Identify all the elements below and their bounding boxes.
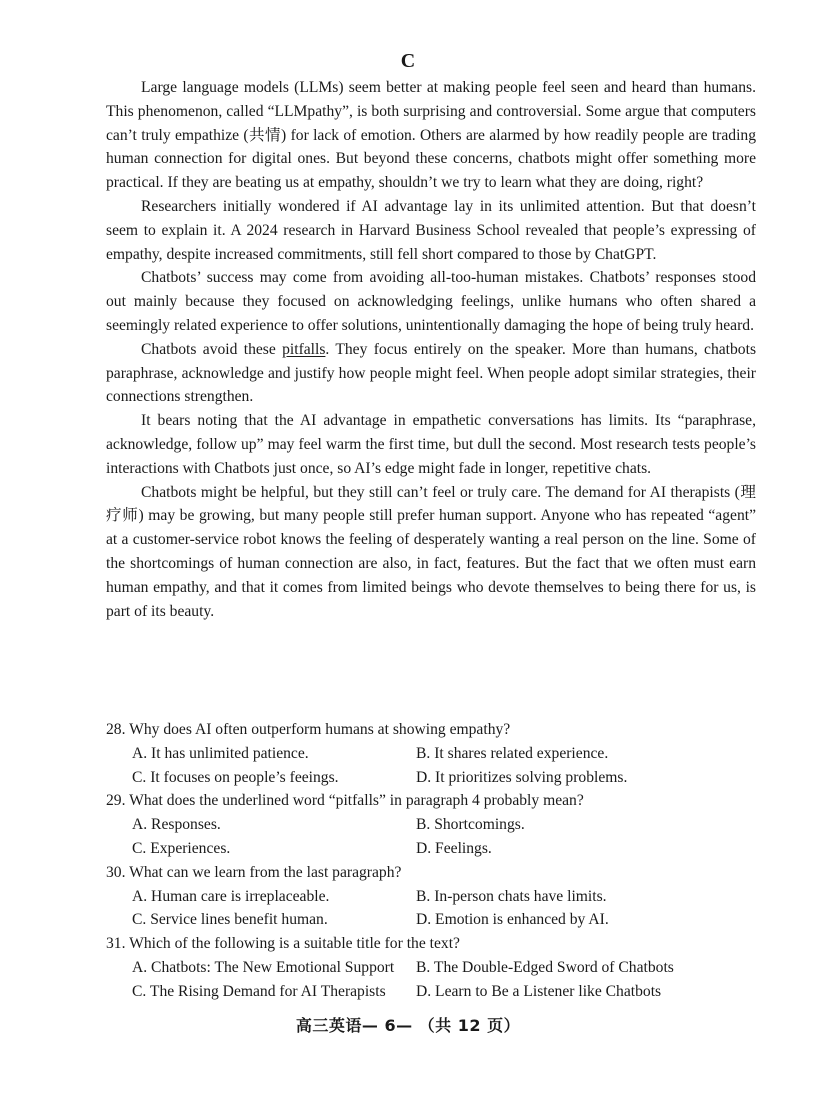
option-row [106,837,766,861]
option-row [106,766,766,790]
option-row [106,813,766,837]
option-a: A. Human care is irreplaceable. [132,887,330,905]
option-row [106,885,766,909]
question-31 [106,932,766,1003]
option-row [106,742,766,766]
option-a: A. Chatbots: The New Emotional Support [132,958,395,976]
option-b: B. In-person chats have limits. [416,887,607,905]
option-row [106,980,766,1004]
option-b: B. It shares related experience. [416,744,609,762]
question-stem: 31. Which of the following is a suitable title for the text? [106,935,460,953]
paragraph-1: Large language models (LLMs) seem better at making people feel seen and heard than humans. This phenomenon, called “LLMpathy”, is both surprising and controversial. Some argue that computers can’t truly empathize (共情) for lack of emotion. Others are alarmed by how readily people are trading human connection for digital ones. But beyond these concerns, chatbots might offer something more practical. If they are beating us at empathy, shouldn’t we try to learn what they are doing, right? [106,79,756,192]
option-b: B. Shortcomings. [416,816,525,834]
question-stem: 28. Why does AI often outperform humans at showing empathy? [106,721,511,738]
option-c: C. The Rising Demand for AI Therapists [132,982,386,1000]
option-d: D. Feelings. [416,839,492,857]
paragraph-5: It bears noting that the AI advantage in empathetic conversations has limits. Its “paraphrase, acknowledge, follow up” may feel warm the first time, but dull the second. Most research tests people’s interactions with Chatbots just once, so AI’s edge might fade in longer, repetitive chats. [106,412,756,477]
underlined-word: pitfalls [282,340,326,358]
option-c: C. It focuses on people’s feeings. [132,768,339,786]
option-a: A. Responses. [132,816,221,834]
option-row [106,908,766,932]
paragraph-4-rest: . They focus entirely on the speaker. More than humans, chatbots paraphrase, acknowledge and justify how people might feel. When people adopt similar strategies, their connections strengthen. [106,340,757,406]
page-footer: 高三英语— 6— （共 12 页） [295,1016,521,1035]
reading-passage [106,76,756,623]
paragraph-4-lead: Chatbots avoid these [141,340,283,358]
question-28 [106,718,766,789]
question-29 [106,789,766,860]
option-d: D. It prioritizes solving problems. [416,768,628,786]
option-c: C. Experiences. [132,839,231,857]
section-heading: C [400,50,416,72]
option-b: B. The Double-Edged Sword of Chatbots [416,958,674,976]
paragraph-3: Chatbots’ success may come from avoiding all-too-human mistakes. Chatbots’ responses stood out mainly because they focused on acknowledging feelings, unlike humans who often shared a seemingly related experience to offer solutions, unintentionally damaging the hope of being truly heard. [106,269,756,334]
paragraph-2: Researchers initially wondered if AI advantage lay in its unlimited attention. But that doesn’t seem to explain it. A 2024 research in Harvard Business School revealed that people’s expressing of empathy, despite increased commitments, still fell short compared to those by ChatGPT. [106,197,756,263]
option-row [106,956,766,980]
option-a: A. It has unlimited patience. [132,744,309,762]
paragraph-6: Chatbots might be helpful, but they still can’t feel or truly care. The demand for AI therapists (理疗师) may be growing, but many people still prefer human support. Anyone who has repeated “agent” at a customer-service robot knows the feeling of desperately wanting a real person on the line. Some of the shortcomings of human connection are also, in fact, features. But the fact that we often must earn human empathy, and that it comes from limited beings who devote themselves to being there for us, is part of its beauty. [106,483,756,620]
option-c: C. Service lines benefit human. [132,911,328,929]
question-30 [106,861,766,932]
question-stem: 29. What does the underlined word “pitfalls” in paragraph 4 probably mean? [106,792,584,810]
question-stem: 30. What can we learn from the last paragraph? [106,863,402,881]
paragraph-4 [106,338,756,409]
option-d: D. Emotion is enhanced by AI. [416,911,609,929]
question-list [106,718,766,1004]
option-d: D. Learn to Be a Listener like Chatbots [416,982,662,1000]
